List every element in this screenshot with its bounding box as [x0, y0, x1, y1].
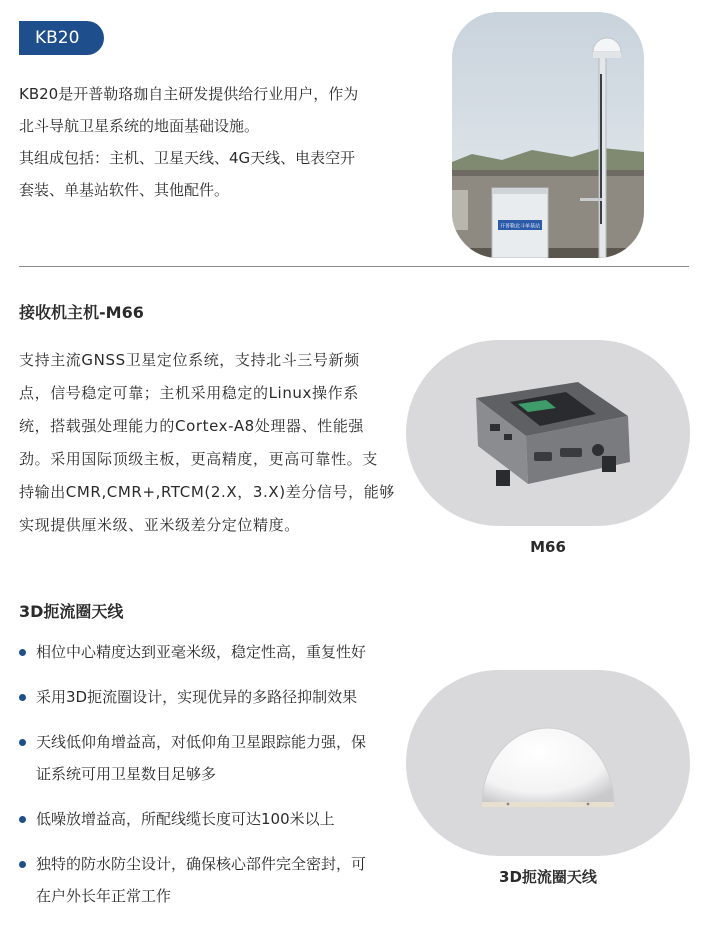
feature-item — [19, 803, 399, 835]
receiver-heading: 接收机主机-M66 — [19, 303, 144, 322]
feature-item — [19, 681, 399, 713]
base-station-photo — [452, 12, 644, 258]
box-label: 开普勒北斗单基站 — [499, 223, 541, 230]
antenna-image — [406, 670, 690, 856]
receiver-caption: M66 — [530, 538, 566, 556]
bullet-icon — [19, 816, 26, 823]
receiver-image — [406, 340, 690, 526]
intro-line: KB20是开普勒珞珈自主研发提供给行业用户，作为 — [19, 85, 359, 103]
feature-line: 低噪放增益高，所配线缆长度可达100米以上 — [36, 810, 335, 828]
feature-line: 天线低仰角增益高，对低仰角卫星跟踪能力强，保 — [36, 733, 367, 751]
intro-line: 其组成包括：主机、卫星天线、4G天线、电表空开 — [19, 149, 356, 167]
feature-item — [19, 636, 399, 668]
bullet-icon — [19, 739, 26, 746]
receiver-line: 统，搭载强处理能力的Cortex-A8处理器、性能强 — [19, 417, 365, 435]
receiver-line: 持输出CMR,CMR+,RTCM(2.X，3.X)差分信号，能够 — [19, 483, 395, 501]
antenna-caption: 3D扼流圈天线 — [499, 868, 597, 886]
feature-line: 独特的防水防尘设计，确保核心部件完全密封，可 — [36, 855, 367, 873]
receiver-line: 劲。采用国际顶级主板，更高精度，更高可靠性。支 — [19, 450, 378, 468]
feature-line: 证系统可用卫星数目足够多 — [36, 765, 217, 783]
bullet-icon — [19, 649, 26, 656]
intro-paragraph — [19, 78, 389, 206]
bullet-icon — [19, 694, 26, 701]
antenna-feature-list — [19, 636, 399, 925]
feature-line: 采用3D扼流圈设计，实现优异的多路径抑制效果 — [36, 688, 358, 706]
antenna-heading: 3D扼流圈天线 — [19, 602, 124, 621]
receiver-line: 支持主流GNSS卫星定位系统，支持北斗三号新频 — [19, 351, 360, 369]
product-tag: KB20 — [19, 21, 104, 55]
intro-line: 套装、单基站软件、其他配件。 — [19, 181, 230, 199]
section-divider — [19, 266, 689, 267]
feature-item — [19, 726, 399, 790]
feature-line: 在户外长年正常工作 — [36, 887, 172, 905]
bullet-icon — [19, 861, 26, 868]
receiver-description — [19, 344, 399, 542]
receiver-line: 实现提供厘米级、亚米级差分定位精度。 — [19, 516, 300, 534]
feature-line: 相位中心精度达到亚毫米级，稳定性高，重复性好 — [36, 643, 367, 661]
intro-line: 北斗导航卫星系统的地面基础设施。 — [19, 117, 260, 135]
receiver-line: 点，信号稳定可靠；主机采用稳定的Linux操作系 — [19, 384, 359, 402]
feature-item — [19, 848, 399, 912]
